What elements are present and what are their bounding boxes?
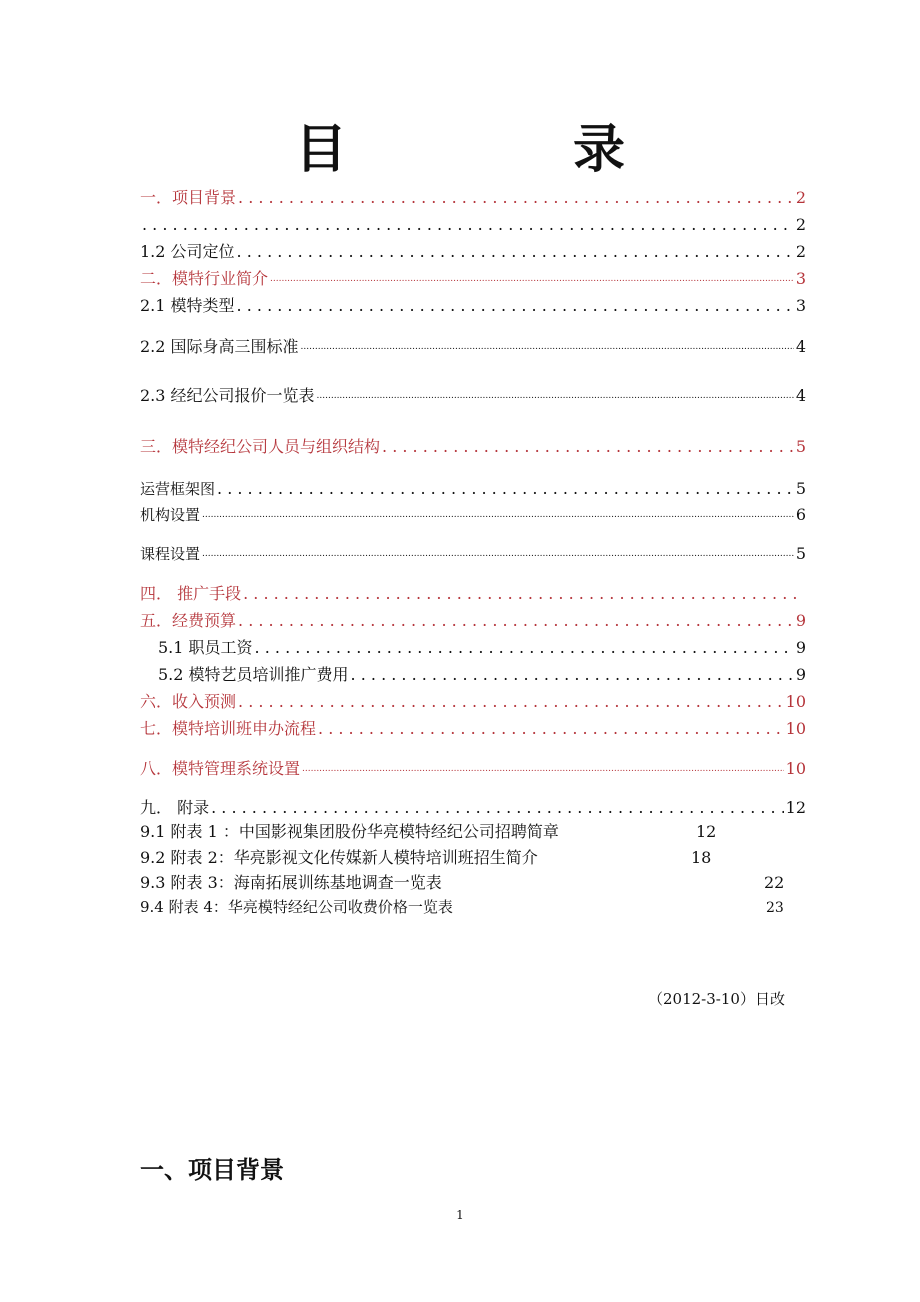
toc-entry-page: 9	[795, 611, 806, 630]
toc-entry[interactable]	[140, 580, 806, 604]
toc-entry[interactable]	[140, 540, 806, 564]
dot-leader	[301, 337, 794, 357]
toc-entry[interactable]	[140, 238, 806, 262]
toc-entry-page: 6	[795, 505, 806, 524]
toc-entry[interactable]	[140, 433, 806, 457]
appendix-entry-page: 23	[766, 900, 784, 916]
dot-leader	[243, 584, 804, 604]
toc-entry-label: 2.1 模特类型	[140, 296, 235, 315]
dot-leader	[238, 692, 784, 712]
dot-leader	[238, 188, 794, 208]
toc-entry[interactable]	[158, 634, 806, 658]
toc-entry-page: 10	[785, 692, 806, 711]
toc-entry-page: 4	[795, 337, 806, 356]
toc-entry[interactable]	[140, 333, 806, 357]
toc-entry-label: 运营框架图	[140, 480, 216, 498]
toc-entry-label: 二．模特行业简介	[140, 269, 269, 288]
toc-entry-page: 9	[795, 638, 806, 657]
toc-entry-label: 三．模特经纪公司人员与组织结构	[140, 437, 381, 456]
revision-date-note: （2012-3-10）日改	[648, 990, 785, 1008]
toc-entry-page: 2	[795, 188, 806, 207]
appendix-entry-label[interactable]: 9.3 附表 3：海南拓展训练基地调查一览表	[140, 873, 442, 892]
toc-entry-label: 课程设置	[140, 545, 201, 563]
appendix-entry-label[interactable]: 9.1 附表 1 ：中国影视集团股份华亮模特经纪公司招聘简章	[140, 822, 559, 841]
toc-entry-page: 10	[785, 759, 806, 778]
toc-entry-page: 3	[795, 296, 806, 315]
appendix-entry-page: 22	[764, 873, 785, 892]
toc-entry[interactable]	[140, 265, 806, 289]
toc-entry-label: 5.2 模特艺员培训推广费用	[158, 665, 349, 684]
dot-leader	[382, 437, 794, 457]
toc-entry-label: 一．项目背景	[140, 188, 237, 207]
dot-leader	[237, 242, 794, 262]
dot-leader	[202, 544, 794, 564]
appendix-entry-label[interactable]: 9.4 附表 4：华亮模特经纪公司收费价格一览表	[140, 898, 453, 916]
toc-entry-label: 机构设置	[140, 506, 201, 524]
toc-entry-page: 5	[795, 544, 806, 563]
toc-entry-label: 四． 推广手段	[140, 584, 242, 603]
toc-entry-label: 八．模特管理系统设置	[140, 759, 301, 778]
toc-entry[interactable]	[140, 794, 806, 818]
toc-title: 目 录	[294, 120, 730, 180]
toc-entry[interactable]	[140, 607, 806, 631]
page-number: 1	[456, 1208, 464, 1222]
toc-entry-label: 5.1 职员工资	[158, 638, 253, 657]
toc-entry-page: 5	[795, 437, 806, 456]
toc-entry[interactable]	[158, 661, 806, 685]
toc-entry-page: 4	[795, 386, 806, 405]
appendix-entry-label[interactable]: 9.2 附表 2：华亮影视文化传媒新人模特培训班招生简介	[140, 848, 538, 867]
toc-entry-label: 1.2 公司定位	[140, 242, 235, 261]
toc-entry-label: 七．模特培训班申办流程	[140, 719, 317, 738]
toc-entry[interactable]	[140, 688, 806, 712]
toc-entry-label: 九． 附录	[140, 798, 210, 817]
dot-leader	[318, 719, 784, 739]
toc-entry[interactable]	[140, 382, 806, 406]
toc-entry-page: 3	[795, 269, 806, 288]
toc-entry-page: 10	[785, 719, 806, 738]
toc-entry[interactable]	[140, 475, 806, 499]
dot-leader	[237, 296, 794, 316]
toc-entry[interactable]	[140, 211, 806, 235]
toc-entry[interactable]	[140, 755, 806, 779]
dot-leader	[302, 759, 784, 779]
toc-entry[interactable]	[140, 715, 806, 739]
section-heading: 一、项目背景	[140, 1156, 284, 1184]
dot-leader	[211, 798, 784, 818]
toc-entry[interactable]	[140, 292, 806, 316]
toc-entry[interactable]	[140, 184, 806, 208]
appendix-entry-page: 12	[696, 822, 717, 841]
toc-entry-page: 2	[795, 242, 806, 261]
toc-entry-label: 五．经费预算	[140, 611, 237, 630]
appendix-entry-page: 18	[691, 848, 712, 867]
dot-leader	[217, 479, 794, 499]
dot-leader	[142, 215, 794, 235]
toc-entry-label: 六．收入预测	[140, 692, 237, 711]
dot-leader	[202, 505, 794, 525]
toc-entry-page: 5	[795, 479, 806, 498]
toc-entry-page: 12	[785, 798, 806, 817]
toc-entry[interactable]	[140, 501, 806, 525]
dot-leader	[351, 665, 794, 685]
dot-leader	[317, 386, 794, 406]
toc-entry-label: 2.3 经纪公司报价一览表	[140, 386, 315, 405]
dot-leader	[238, 611, 794, 631]
toc-entry-label: 2.2 国际身高三围标准	[140, 337, 299, 356]
toc-entry-page: 2	[795, 215, 806, 234]
toc-entry-page: 9	[795, 665, 806, 684]
dot-leader	[255, 638, 794, 658]
dot-leader	[270, 269, 794, 289]
